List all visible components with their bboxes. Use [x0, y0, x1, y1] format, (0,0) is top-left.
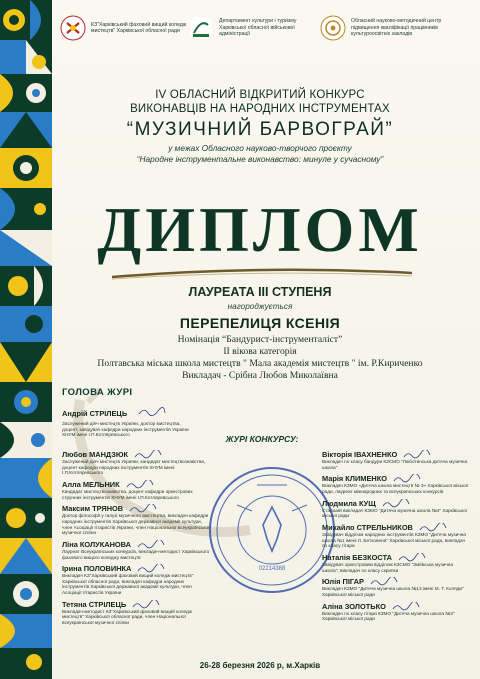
teacher: Викладач - Срібна Любов Миколаївна [182, 370, 338, 381]
department-logo-icon [188, 15, 214, 41]
center-name: Обласний науково-методичний центр підвищення кваліфікації працівників культуроосвітніх закладів [351, 18, 442, 38]
signature-icon [129, 504, 157, 513]
jury-member [322, 577, 470, 597]
jury-member-name: Алла МЕЛЬНИК [62, 479, 120, 489]
signature-icon [419, 523, 447, 532]
jury-member [322, 474, 470, 494]
jury-member [62, 450, 212, 476]
jury-member [322, 553, 470, 573]
official-stamp-icon [207, 465, 337, 595]
jury-member-name: Максим ТРЯНОВ [62, 504, 124, 514]
signature-icon [132, 600, 160, 609]
jury-member-desc: Викладач КЗМО "Дитяча музична школа №13 імені М. Т. Коляди" Харківської міської ради [322, 586, 464, 598]
jury-member [322, 602, 470, 622]
contest-title-line1: IV ОБЛАСНИЙ ВІДКРИТИЙ КОНКУРС [155, 89, 365, 101]
diploma-heading: ДИПЛОМ [97, 194, 423, 265]
head-jury-block [62, 387, 332, 438]
signature-icon [398, 553, 426, 562]
jury-member [62, 480, 212, 500]
signature-icon [137, 564, 165, 573]
department-name: Департамент культури і туризму Харківської обласної військової адміністрації [219, 18, 297, 38]
contest-brand: “МУЗИЧНИЙ БАРВОГРАЙ” [126, 119, 394, 140]
jury-member [62, 540, 212, 560]
signature-icon [134, 450, 162, 459]
signature-icon [370, 577, 398, 586]
bandura-neck-icon [112, 263, 412, 283]
laureate-degree: ЛАУРЕАТА III СТУПЕНЯ [188, 285, 332, 299]
college-name: КЗ"Харківський фаховий вищий коледж мистецтв" Харківської обласної ради [91, 21, 187, 34]
jury-member-name: Михайло СТРЕЛЬНИКОВ [322, 523, 413, 533]
jury-member-desc: Лауреат Всеукраїнських конкурсів, викладач-методист Харківського фахового вищого коледжу мистецтв [62, 548, 210, 560]
age-category: II вікова категорія [223, 346, 297, 357]
signature-icon [392, 602, 420, 611]
signature-icon [126, 480, 154, 489]
jury-member-desc: Завідувач відділом народних інструментів КЗМО "Дитяча музична школа №1 імені Л. Бетховена" Харківської міської ради, викладач по класу гітари [322, 532, 466, 549]
header-department [188, 8, 318, 48]
project-frame-line2: “Народне інструментальне виконавство: минуле у сучасному” [136, 153, 384, 164]
jury-member-name: Людмила КУЩ [322, 498, 376, 508]
contest-title [60, 88, 460, 116]
jury-member [62, 564, 212, 595]
jury-member-desc: Викладач КЗ"Харківський фаховий вищий коледж мистецтв" Харківської обласної ради, викладач кафедри народних інструментів Харківської державної академії культури, член Асоціації гітаристів України [62, 573, 194, 596]
ornamental-border [0, 0, 52, 679]
signature-icon [393, 474, 421, 483]
jury-member-desc: Кандидат мистецтвознавства, доцент кафедри оркестрових струнних інструментів ХНУМ імені І.П.Котляревського [62, 488, 193, 500]
contest-title-line2: ВИКОНАВЦІВ НА НАРОДНИХ ІНСТРУМЕНТАХ [130, 103, 390, 115]
jury-member-name: Наталія БЕЗКОСТА [322, 553, 392, 563]
project-frame-line1: у межах Обласного науково-творчого проєкту [168, 143, 352, 153]
jury-member-desc: Старший викладач КЗМО "Дитяча музична школа №4" Харківської міської ради [322, 507, 467, 519]
ornament-pattern-icon [0, 0, 52, 679]
awarded-label: нагороджується [227, 302, 293, 311]
project-frame [60, 143, 460, 164]
header-college [60, 8, 190, 48]
signature-icon [138, 407, 166, 416]
jury-member-desc: Викладач-методист КЗ"Харківський фаховий вищий коледж мистецтв" Харківської обласної ради, член Національної всеукраїнської музичної спілки [62, 608, 192, 626]
head-jury-name: Андрій СТРІЛЕЦЬ [62, 409, 128, 418]
jury-member-name: Марія КЛИМЕНКО [322, 474, 387, 484]
jury-title: ЖУРІ КОНКУРСУ: [225, 434, 299, 444]
nomination: Номінація “Бандурист-інструменталіст” [177, 334, 343, 345]
signature-icon [382, 499, 410, 508]
jury-member-name: Юлія ПІГАР [322, 577, 364, 587]
jury-right-column [322, 450, 470, 626]
jury-member-desc: Заслужений діяч мистецтв України, кандидат мистецтвознавства, доцент кафедри народних інструментів ХНУМ імені І.П.Котляревського [62, 459, 206, 476]
jury-member [322, 523, 470, 549]
header-center [320, 8, 470, 48]
college-logo-icon [60, 15, 86, 41]
jury-member-desc: Доктор філософії у галузі музичного мистецтва, викладач кафедри народних інструментів Харківської державної академії культури, член Асоціації гітаристів України, член Національної всеукраїнської музичної спілки [62, 513, 210, 536]
jury-member [322, 450, 470, 470]
jury-member-desc: Викладач по класу бандури КЗСМО "Люботинська дитяча музична школа" [322, 459, 468, 470]
jury-member-name: Любов МАНДЗЮК [62, 450, 129, 459]
jury-member-desc: Викладач по класу гітари КЗМО "Дитяча музична школа №3" Харківської міської ради [322, 610, 455, 622]
stamp-code: 02214388 [258, 566, 286, 572]
jury-member [322, 499, 470, 519]
school: Полтавська міська школа мистецтв " Мала академія мистецтв " ім. Р.Кириченко [97, 358, 423, 369]
jury-member [62, 600, 212, 626]
jury-member-name: Вікторія ІВАХНЕНКО [322, 450, 398, 459]
laureate-name: ПЕРЕПЕЛИЦЯ КСЕНІЯ [179, 315, 341, 331]
jury-member-name: Ірина ПОЛОВИНКА [62, 564, 132, 574]
event-dates: 26-28 березня 2026 р, м.Харків [199, 661, 321, 670]
jury-member [62, 504, 212, 535]
jury-member-desc: Викладач КЗМО «Дитяча школа мистецтв № 3» Харківської міської ради, лауреат міжнародних та всеукраїнських конкурсів [322, 483, 469, 494]
signature-icon [137, 540, 165, 549]
jury-member-name: Тетяна СТРІЛЕЦЬ [62, 599, 127, 609]
jury-member-desc: Завідувач оркестровим відділом КЗСМО "Зміївська музична школа", викладач по класу скрипки [322, 562, 453, 573]
head-jury-desc: Заслужений діяч мистецтв України, доктор мистецтва, доцент, завідувач кафедри народних інструментів України ХНУМ імені І.П.Котляревського [62, 421, 189, 438]
center-logo-icon [320, 15, 346, 41]
jury-left-column [62, 450, 212, 630]
jury-member-name: Аліна ЗОЛОТЬКО [322, 601, 386, 611]
signature-icon [403, 450, 431, 459]
head-jury-title: ГОЛОВА ЖУРІ [62, 387, 133, 398]
jury-member-name: Ліна КОЛУКАНОВА [62, 539, 131, 549]
